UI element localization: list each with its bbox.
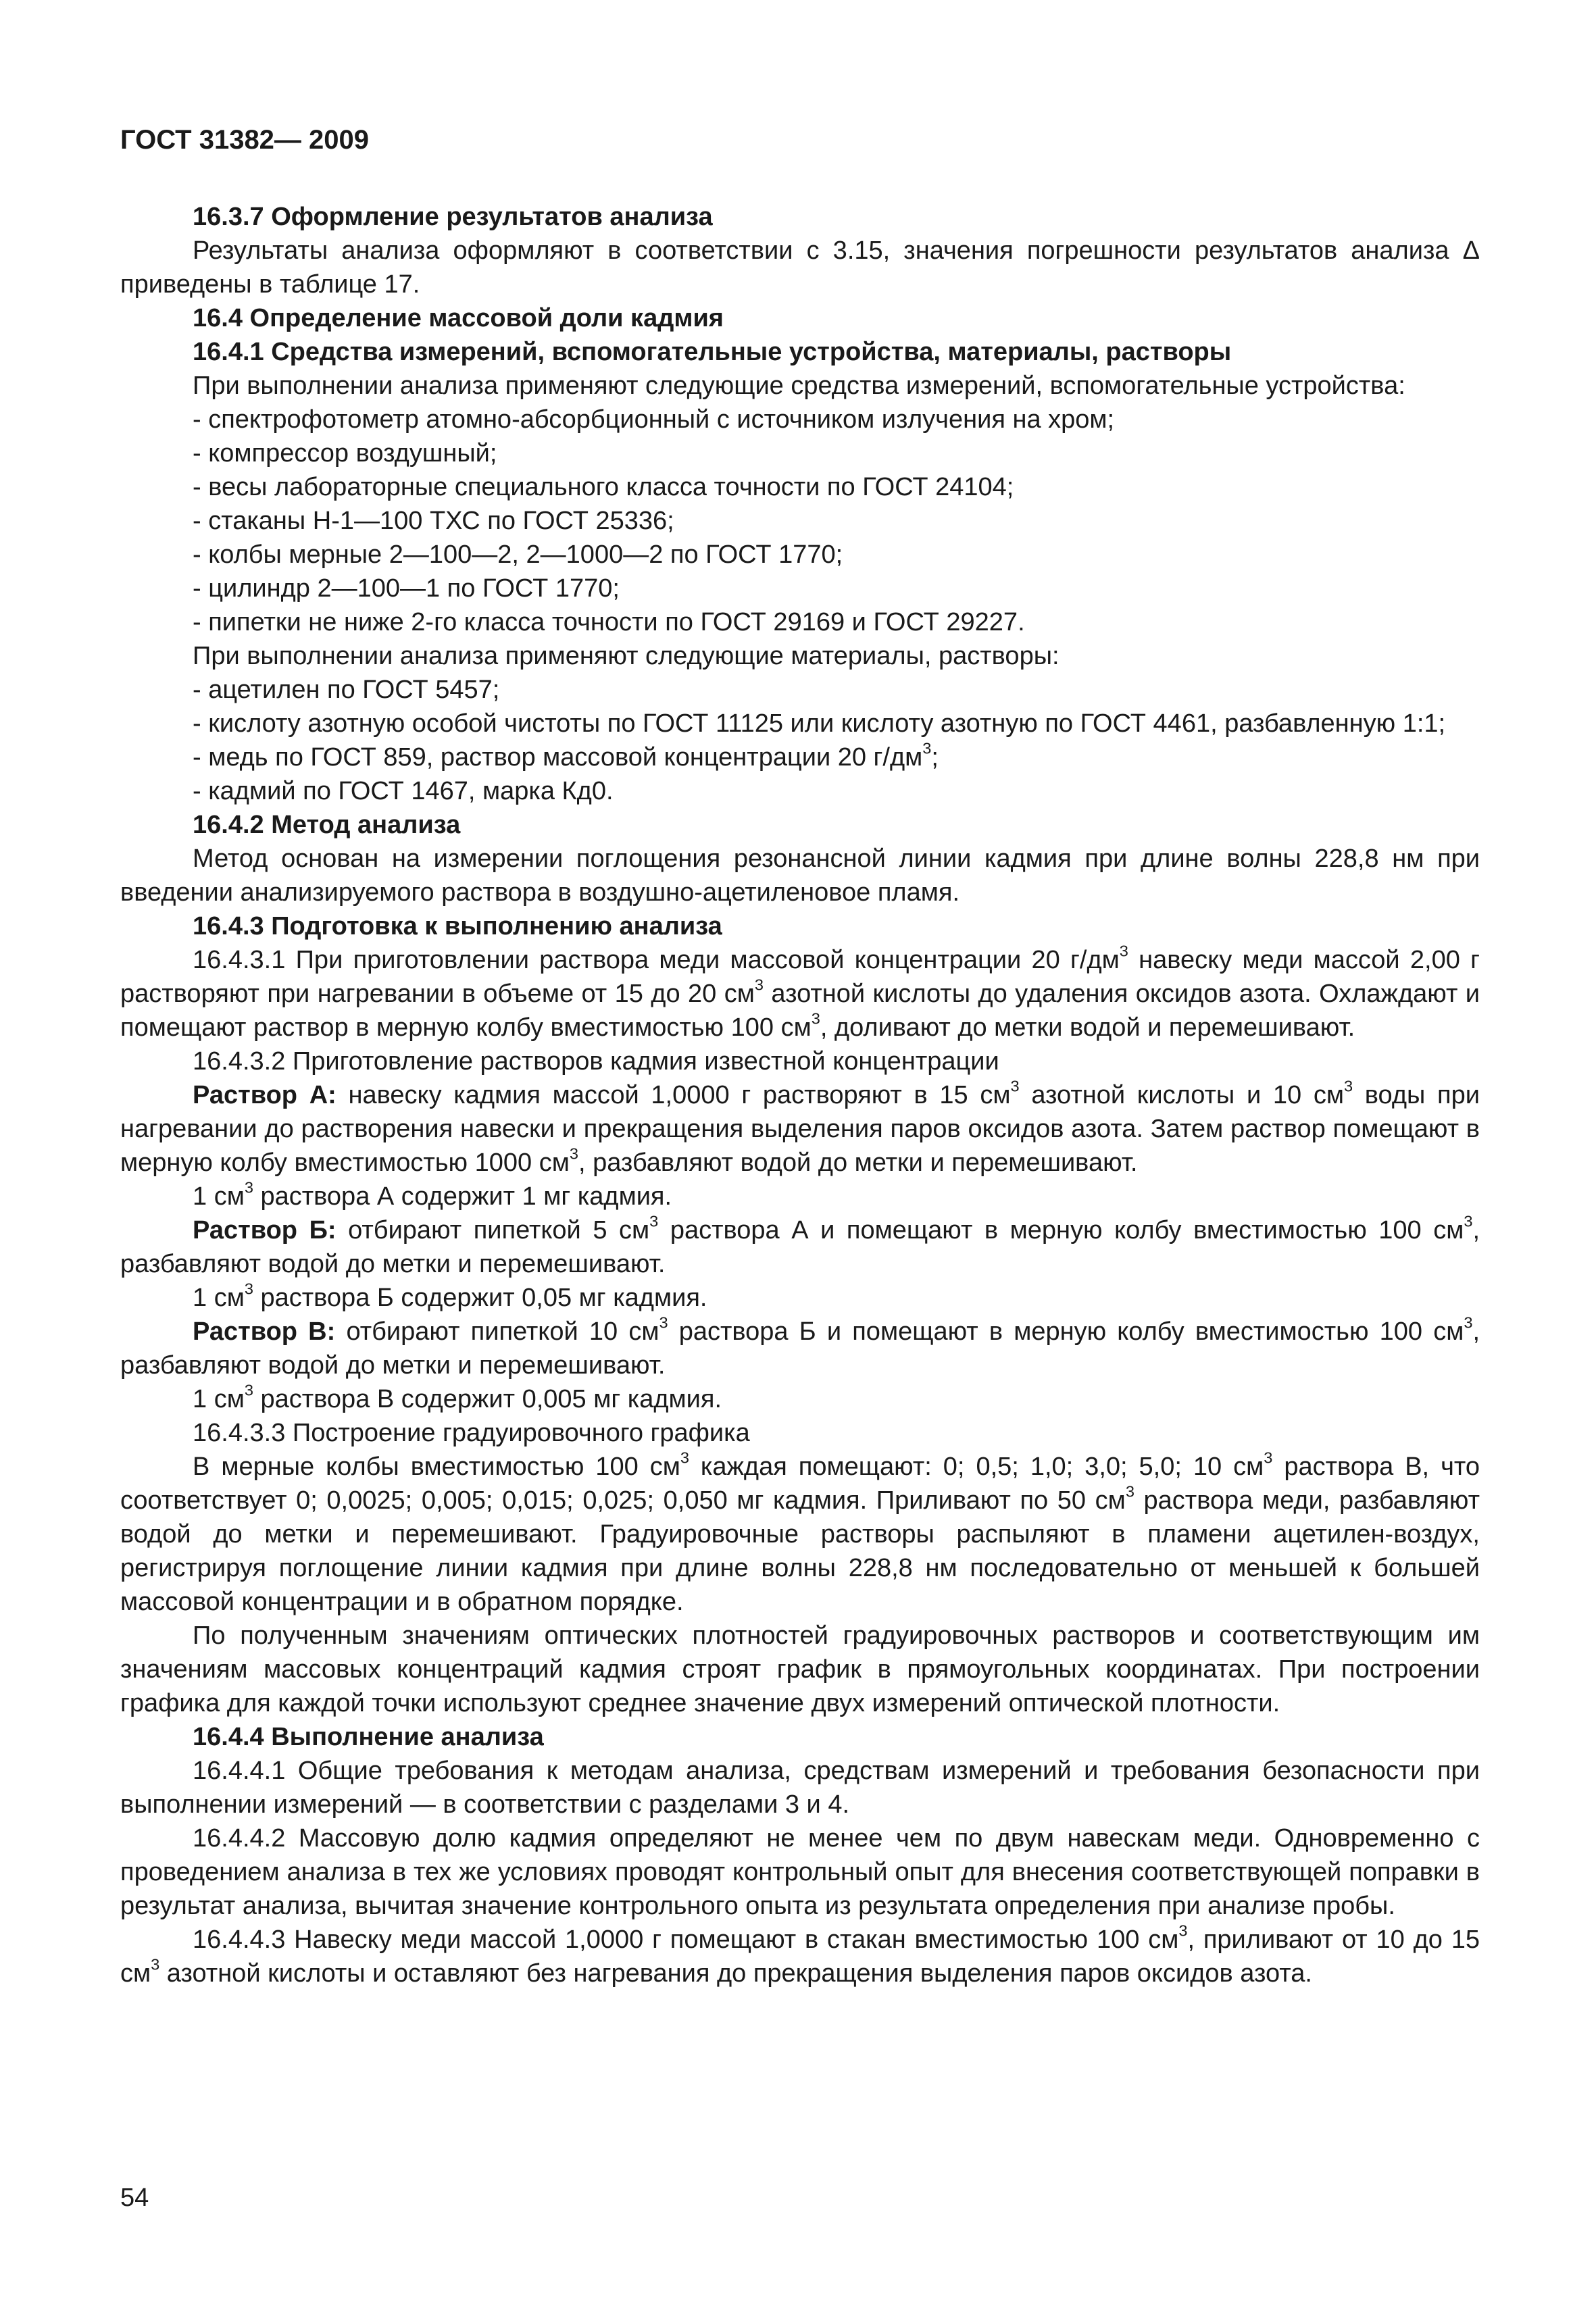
paragraph: Раствор Б: отбирают пипеткой 5 $см^3$ раствора А и помещают в мерную колбу вместимостью 100 $см^3$, разбавляют водой до метки и перемешивают. <box>120 1212 1480 1278</box>
section-heading: 16.4.2 Метод анализа <box>193 811 461 839</box>
paragraph: При выполнении анализа применяют следующие материалы, растворы: <box>193 642 1059 670</box>
paragraph: - пипетки не ниже 2-го класса точности по ГОСТ 29169 и ГОСТ 29227. <box>193 608 1025 636</box>
paragraph: - компрессор воздушный; <box>193 439 497 468</box>
paragraph: - весы лабораторные специального класса точности по ГОСТ 24104; <box>193 473 1014 501</box>
document-body <box>120 200 1480 1990</box>
paragraph: - кислоту азотную особой чистоты по ГОСТ 11125 или кислоту азотную по ГОСТ 4461, разбавленную 1:1; <box>193 709 1446 738</box>
page-number: 54 <box>120 2184 149 2212</box>
paragraph: Раствор А: навеску кадмия массой 1,0000 г растворяют в 15 $см^3$ азотной кислоты и 10 $см^3$ воды при нагревании до растворения навески и прекращения выделения паров оксидов азота. Затем раствор помещают в мерную колбу вместимостью 1000 $см^3$, разбавляют водой до метки и перемешивают. <box>120 1077 1480 1177</box>
paragraph: 16.4.3.3 Построение градуировочного графика <box>193 1419 750 1447</box>
paragraph: При выполнении анализа применяют следующие средства измерений, вспомогательные устройства: <box>193 372 1405 400</box>
paragraph: - стаканы Н-1—100 ТХС по ГОСТ 25336; <box>193 507 674 535</box>
paragraph: - спектрофотометр атомно-абсорбционный с источником излучения на хром; <box>193 405 1115 434</box>
paragraph: По полученным значениям оптических плотностей градуировочных растворов и соответствующим им значениям массовых концентраций кадмия строят график в прямоугольных координатах. При построении графика для каждой точки используют среднее значение двух измерений оптической плотности. <box>120 1621 1480 1717</box>
section-heading: 16.3.7 Оформление результатов анализа <box>193 203 713 231</box>
paragraph: 16.4.3.1 При приготовлении раствора меди массовой концентрации 20 $г/дм^3$ навеску меди массой 2,00 г растворяют при нагревании в объеме от 15 до 20 $см^3$ азотной кислоты до удаления оксидов азота. Охлаждают и помещают раствор в мерную колбу вместимостью 100 $см^3$, доливают до метки водой и перемешивают. <box>120 942 1480 1042</box>
paragraph: 1 $см^3$ раствора Б содержит 0,05 мг кадмия. <box>193 1280 707 1312</box>
paragraph: 16.4.4.1 Общие требования к методам анализа, средствам измерений и требования безопасности при выполнении измерений — в соответствии с разделами 3 и 4. <box>120 1757 1480 1819</box>
paragraph: 16.4.4.2 Массовую долю кадмия определяют не менее чем по двум навескам меди. Одновременно с проведением анализа в тех же условиях проводят контрольный опыт для внесения соответствующей поправки в результат анализа, вычитая значение контрольного опыта из результата определения при анализе пробы. <box>120 1824 1480 1920</box>
paragraph: - медь по ГОСТ 859, раствор массовой концентрации 20 $г/дм^3$; <box>193 739 939 772</box>
section-heading: 16.4.4 Выполнение анализа <box>193 1723 544 1751</box>
paragraph: Результаты анализа оформляют в соответствии с 3.15, значения погрешности результатов анализа Δ приведены в таблице 17. <box>120 236 1480 299</box>
section-heading: 16.4 Определение массовой доли кадмия <box>193 304 724 332</box>
paragraph: Раствор В: отбирают пипеткой 10 $см^3$ раствора Б и помещают в мерную колбу вместимостью 100 $см^3$, разбавляют водой до метки и перемешивают. <box>120 1313 1480 1380</box>
paragraph: - ацетилен по ГОСТ 5457; <box>193 676 500 704</box>
section-heading: 16.4.3 Подготовка к выполнению анализа <box>193 912 722 940</box>
paragraph: 1 $см^3$ раствора В содержит 0,005 мг кадмия. <box>193 1381 722 1413</box>
section-heading: 16.4.1 Средства измерений, вспомогательные устройства, материалы, растворы <box>193 338 1232 366</box>
document-header: ГОСТ 31382— 2009 <box>120 125 370 155</box>
paragraph: - колбы мерные 2—100—2, 2—1000—2 по ГОСТ 1770; <box>193 540 843 569</box>
paragraph: 16.4.3.2 Приготовление растворов кадмия известной концентрации <box>193 1047 999 1076</box>
paragraph: В мерные колбы вместимостью 100 $см^3$ каждая помещают: 0; 0,5; 1,0; 3,0; 5,0; 10 $см^3$ раствора В, что соответствует 0; 0,0025; 0,005; 0,015; 0,025; 0,050 мг кадмия. Приливают по 50 $см^3$ раствора меди, разбавляют водой до метки и перемешивают. Градуировочные растворы распыляют в пламени ацетилен-воздух, регистрируя поглощение линии кадмия при длине волны 228,8 нм последовательно от меньшей к большей массовой концентрации и в обратном порядке. <box>120 1449 1480 1616</box>
paragraph: - кадмий по ГОСТ 1467, марка Кд0. <box>193 777 614 805</box>
paragraph: 16.4.4.3 Навеску меди массой 1,0000 г помещают в стакан вместимостью 100 $см^3$, приливают от 10 до 15 $см^3$ азотной кислоты и оставляют без нагревания до прекращения выделения паров оксидов азота. <box>120 1921 1480 1988</box>
paragraph: Метод основан на измерении поглощения резонансной линии кадмия при длине волны 228,8 нм при введении анализируемого раствора в воздушно-ацетиленовое пламя. <box>120 845 1480 907</box>
paragraph: - цилиндр 2—100—1 по ГОСТ 1770; <box>193 574 620 603</box>
paragraph: 1 $см^3$ раствора А содержит 1 мг кадмия. <box>193 1178 672 1211</box>
